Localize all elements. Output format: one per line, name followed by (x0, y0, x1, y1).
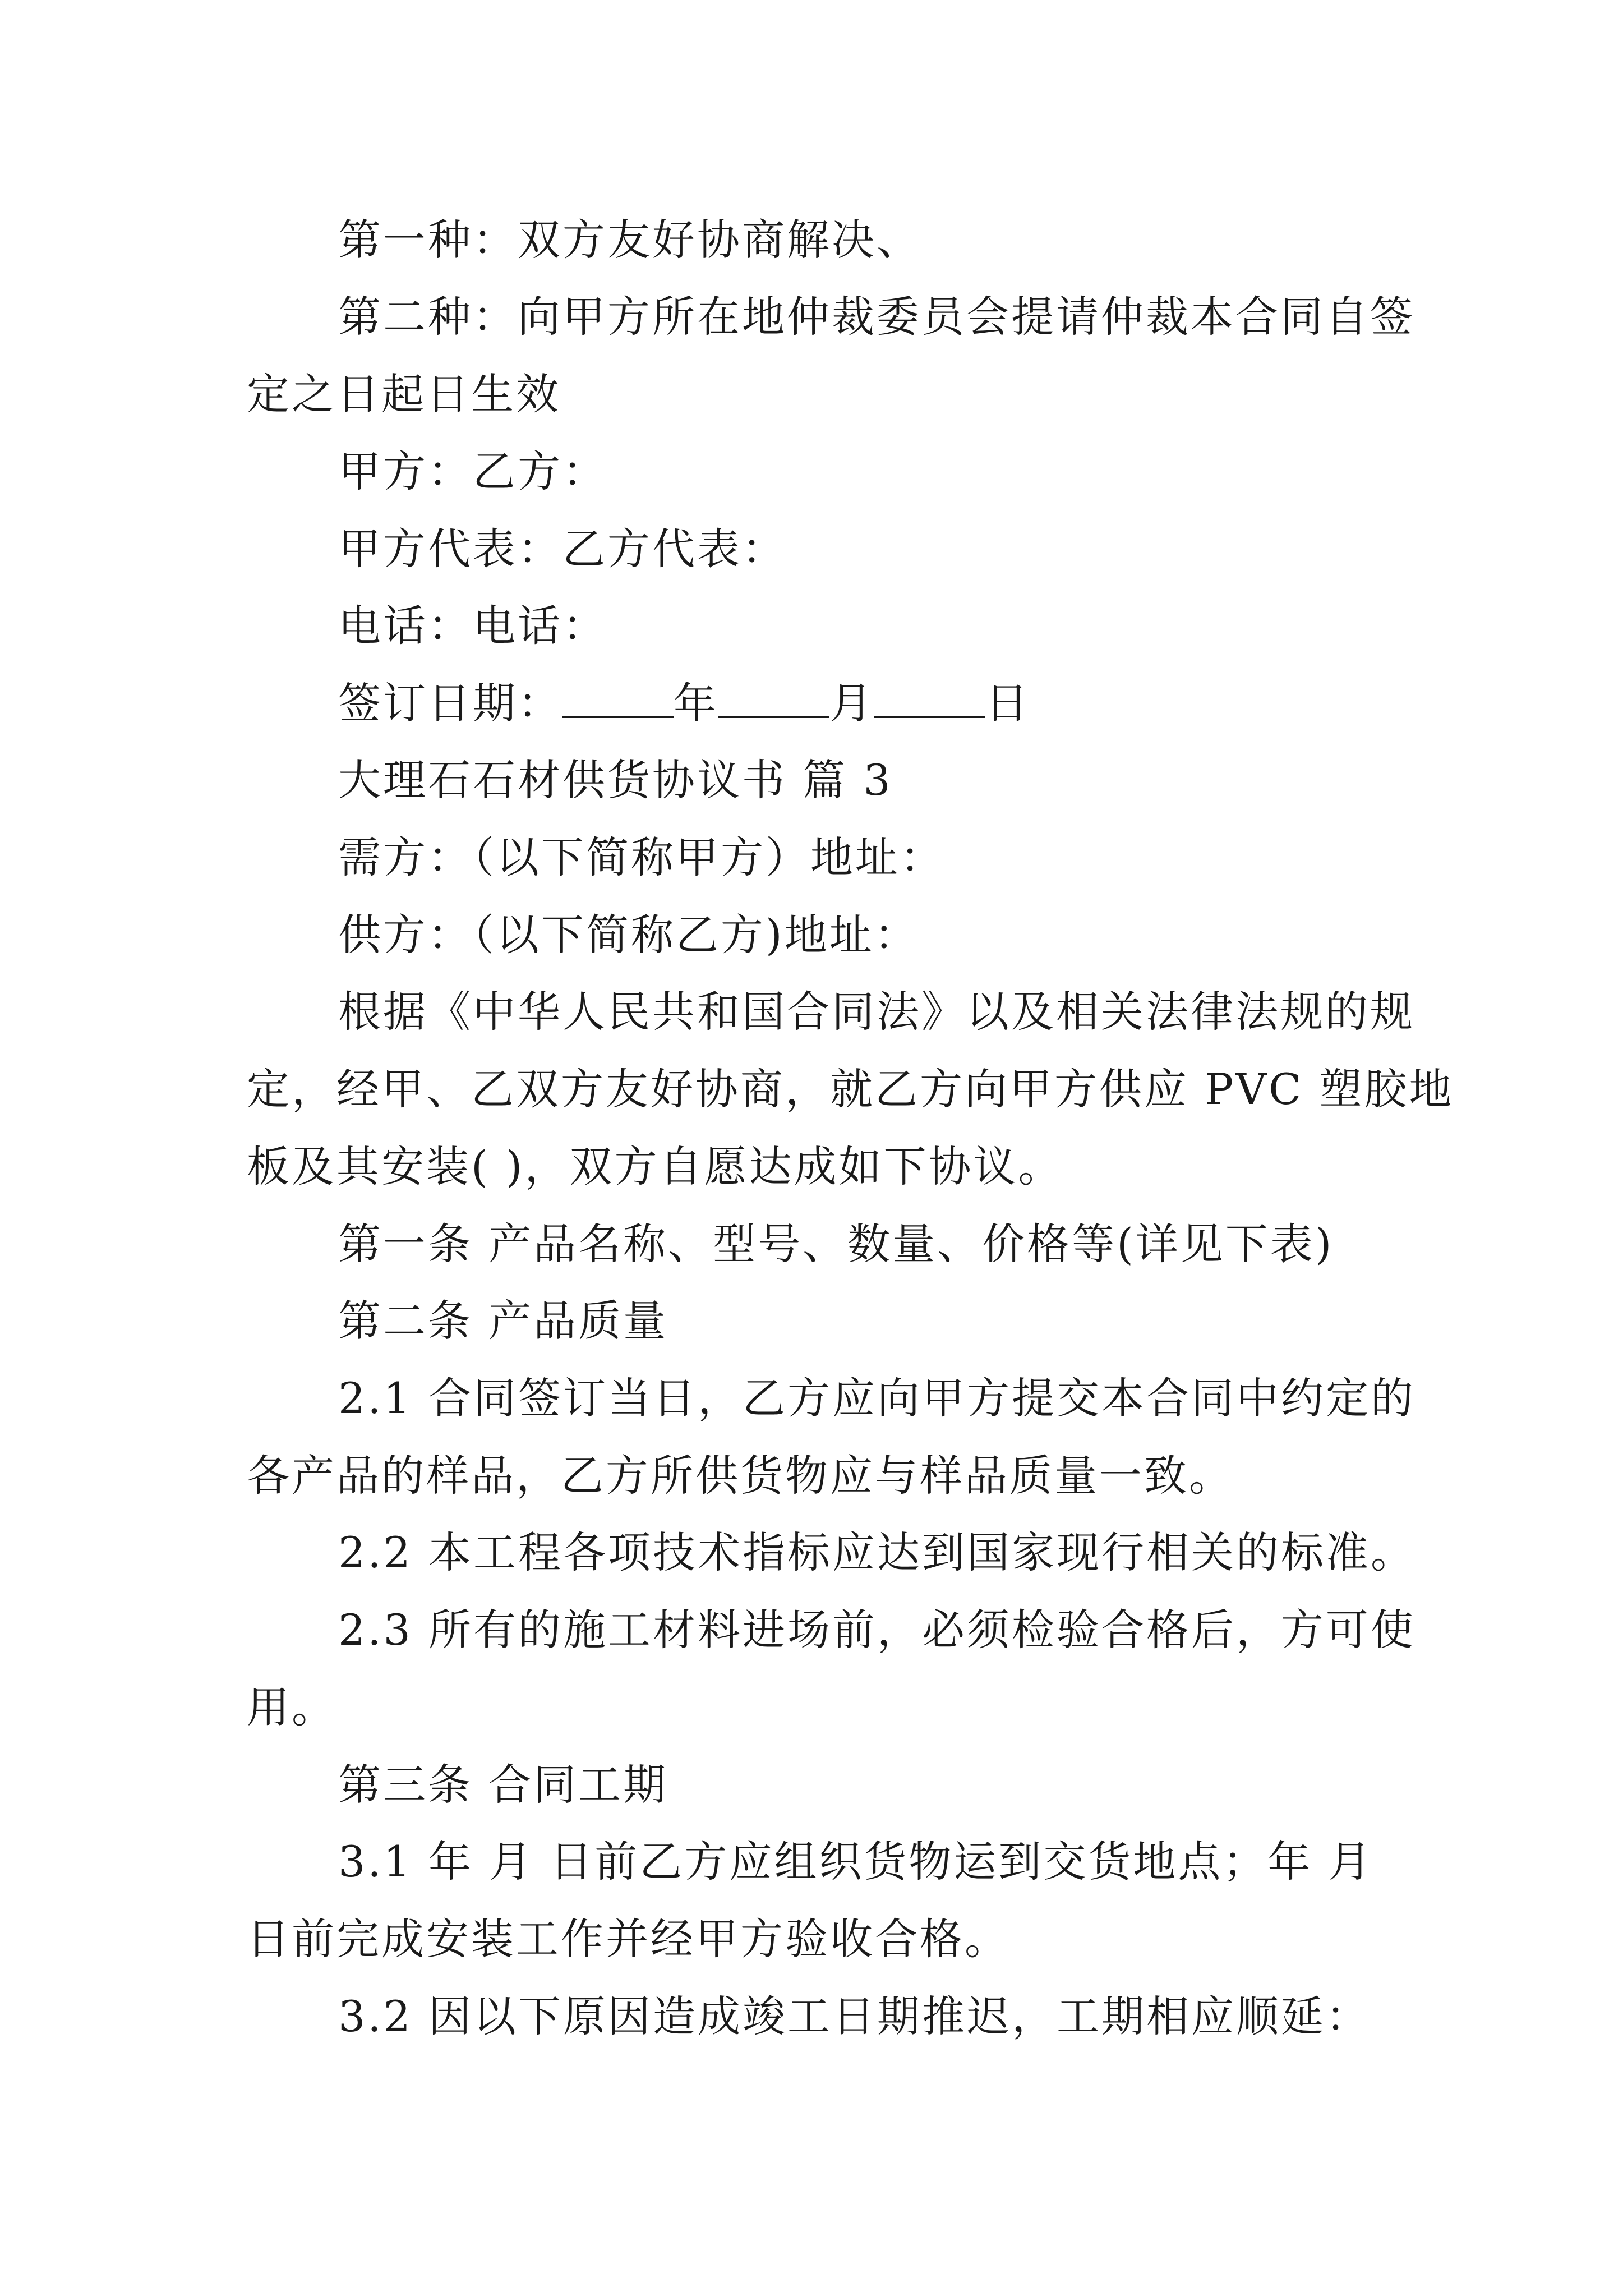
signing-date-line (338, 675, 1030, 731)
text-line: 2.3 所有的施工材料进场前，必须检验合格后，方可使 (338, 1605, 1416, 1655)
text-line: 甲方：乙方： (338, 447, 607, 496)
text-line: 定，经甲、乙双方友好协商，就乙方向甲方供应 PVC 塑胶地 (247, 1064, 1454, 1114)
signing-date-label: 签订日期： (338, 678, 562, 728)
text-line: 需方：（以下简称甲方）地址： (338, 832, 945, 882)
text-line: 第一种：双方友好协商解决、 (338, 215, 921, 265)
section-heading: 大理石石材供货协议书 篇 3 (338, 755, 893, 805)
text-line: 甲方代表：乙方代表： (338, 524, 787, 574)
text-line: 日前完成安装工作并经甲方验收合格。 (247, 1914, 1009, 1964)
text-line: 根据《中华人民共和国合同法》以及相关法律法规的规 (338, 987, 1415, 1037)
text-line: 3.2 因以下原因造成竣工日期推迟，工期相应顺延： (338, 1991, 1371, 2041)
text-line: 第一条 产品名称、型号、数量、价格等(详见下表) (338, 1219, 1334, 1269)
text-line: 板及其安装( )，双方自愿达成如下协议。 (247, 1142, 1063, 1191)
year-label: 年 (674, 678, 718, 728)
text-line: 用。 (247, 1682, 336, 1732)
text-line: 供方：（以下简称乙方)地址： (338, 910, 919, 960)
month-label: 月 (829, 678, 874, 728)
text-line: 3.1 年 月 日前乙方应组织货物运到交货地点；年 月 (338, 1837, 1373, 1887)
day-blank (874, 681, 985, 718)
year-blank (562, 681, 674, 718)
text-line: 定之日起日生效 (247, 369, 561, 419)
text-line: 第二种：向甲方所在地仲裁委员会提请仲裁本合同自签 (338, 292, 1415, 342)
text-line: 第二条 产品质量 (338, 1296, 668, 1346)
month-blank (718, 681, 829, 718)
text-line: 第三条 合同工期 (338, 1760, 668, 1810)
text-line: 各产品的样品，乙方所供货物应与样品质量一致。 (247, 1451, 1234, 1501)
text-line: 2.2 本工程各项技术指标应达到国家现行相关的标准。 (338, 1527, 1416, 1577)
day-label: 日 (985, 678, 1030, 728)
text-line: 电话：电话： (338, 601, 607, 651)
text-line: 2.1 合同签订当日，乙方应向甲方提交本合同中约定的 (338, 1373, 1416, 1423)
